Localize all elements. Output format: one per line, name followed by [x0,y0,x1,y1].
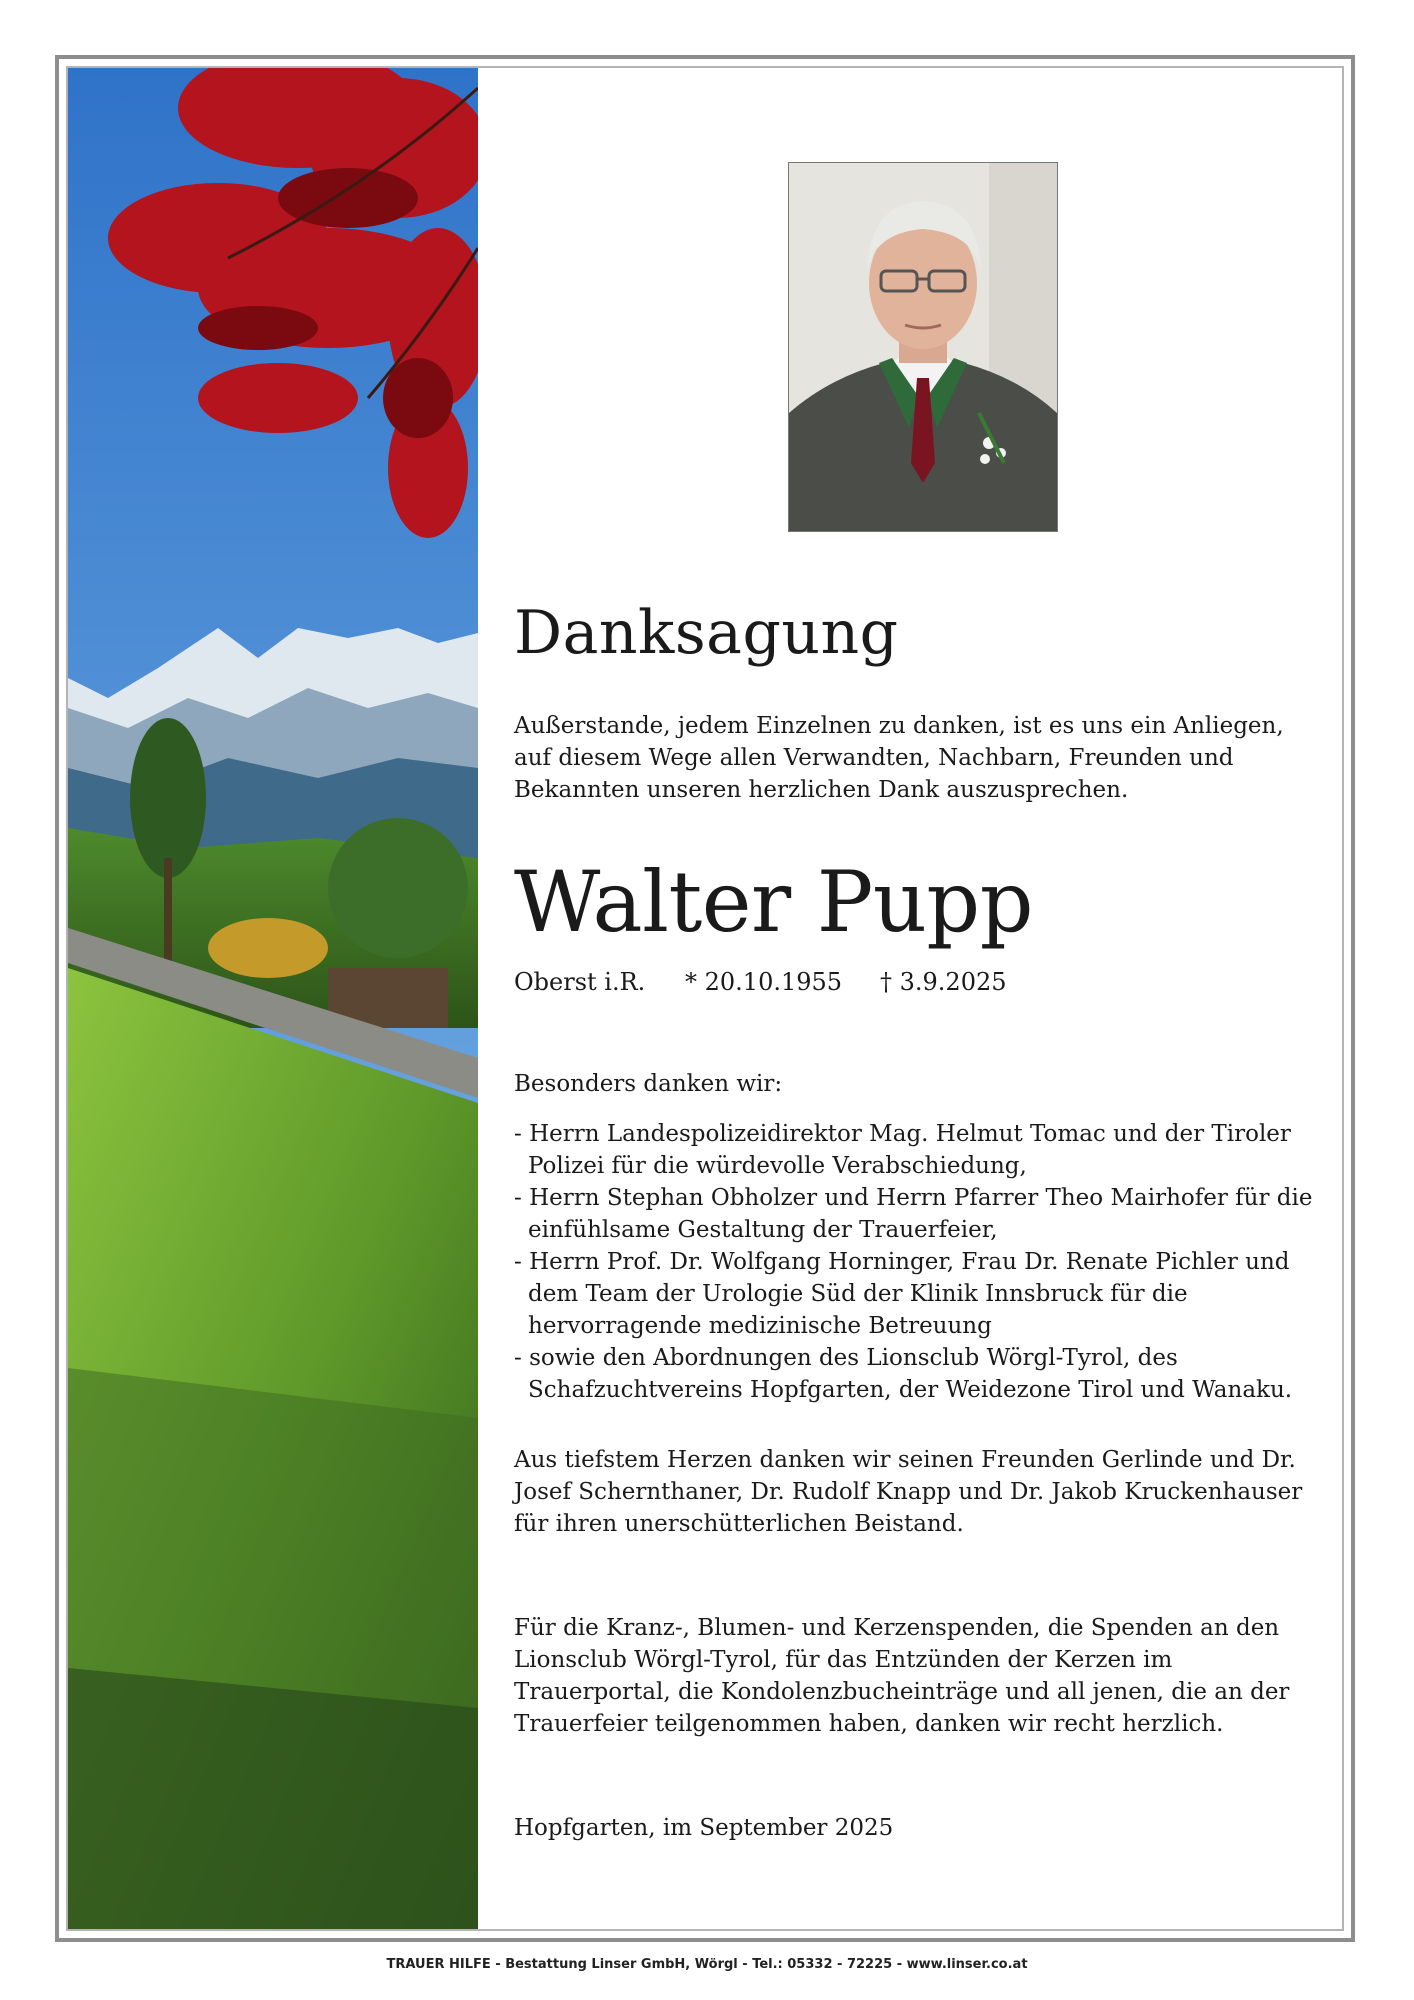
friends-text: Aus tiefstem Herzen danken wir seinen Freunden Gerlinde und Dr. Josef Schernthaner, Dr. Rudolf Knapp und Dr. Jakob Kruckenhauser für ihren unerschütterlichen Beistand. [514,1447,1303,1537]
list-item: - Herrn Landespolizeidirektor Mag. Helmut Tomac und der Tiroler Polizei für die würdevolle Verabschiedung, [514,1121,1291,1179]
notice-title: Danksagung [514,598,899,668]
rank: Oberst i.R. [514,968,646,996]
donations-text: Für die Kranz-, Blumen- und Kerzenspenden, die Spenden an den Lionsclub Wörgl-Tyrol, für das Entzünden der Kerzen im Trauerportal, die Kondolenzbucheinträge und all jenen, die an der Trauerfeier teilgenommen haben, danken wir recht herzlich. [514,1615,1290,1737]
landscape-image [68,68,478,1929]
place-date: Hopfgarten, im September 2025 [514,1815,894,1841]
list-item: - sowie den Abordnungen des Lionsclub Wörgl-Tyrol, des Schafzuchtvereins Hopfgarten, der Weidezone Tirol und Wanaku. [514,1345,1293,1403]
thanks-list [514,1118,1314,1406]
thanks-heading: Besonders danken wir: [514,1071,783,1097]
birth-date: * 20.10.1955 [685,968,843,996]
intro-text: Außerstande, jedem Einzelnen zu danken, ist es uns ein Anliegen, auf diesem Wege allen Verwandten, Nachbarn, Freunden und Bekannten unseren herzlichen Dank auszusprechen. [514,713,1284,803]
death-date: † 3.9.2025 [880,968,1007,996]
list-item: - Herrn Stephan Obholzer und Herrn Pfarrer Theo Mairhofer für die einfühlsame Gestaltung der Trauerfeier, [514,1185,1313,1243]
portrait-photo [788,162,1058,532]
deceased-name: Walter Pupp [514,853,1033,951]
footer-text: TRAUER HILFE - Bestattung Linser GmbH, Wörgl - Tel.: 05332 - 72225 - www.linser.co.at [386,1957,1028,1972]
list-item: - Herrn Prof. Dr. Wolfgang Horninger, Frau Dr. Renate Pichler und dem Team der Urologie Süd der Klinik Innsbruck für die hervorragende medizinische Betreuung [514,1249,1290,1339]
life-dates [514,966,1314,998]
notice-content [514,600,1314,1844]
